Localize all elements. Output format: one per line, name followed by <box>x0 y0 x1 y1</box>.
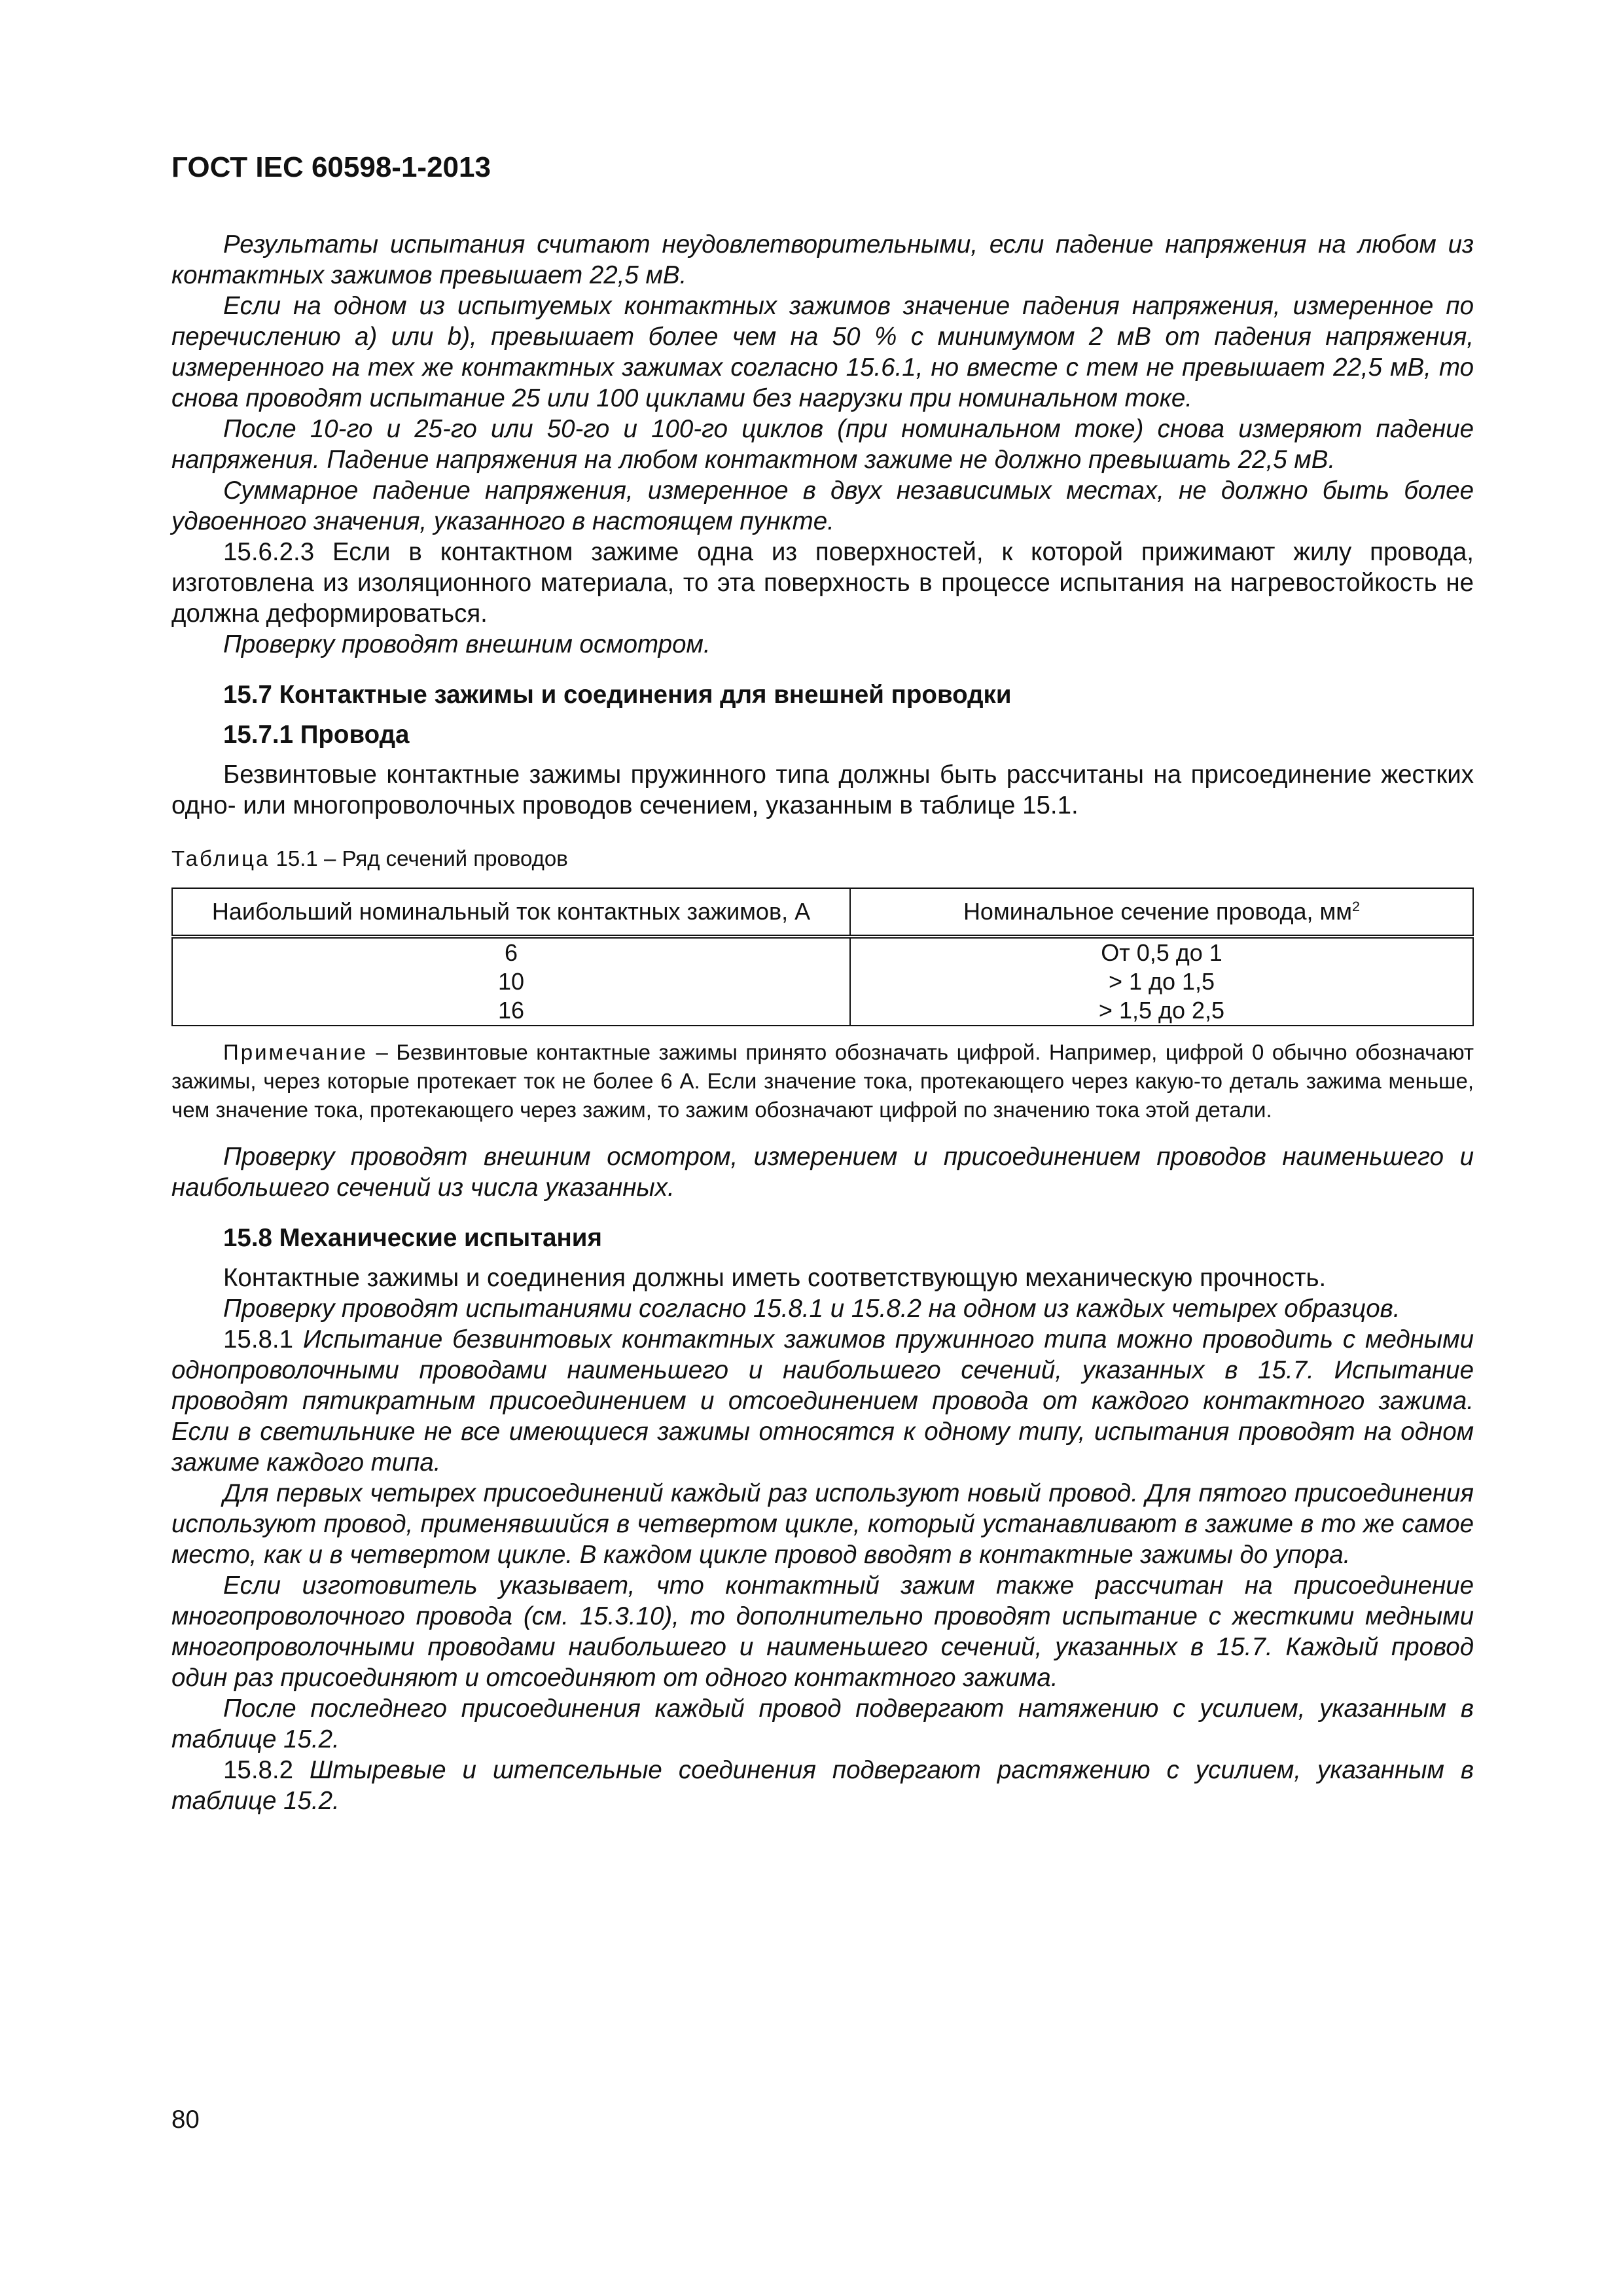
paragraph: Для первых четырех присоединений каждый раз используют новый провод. Для пятого присоединения используют провод, применявшийся в четвертом цикле, который устанавливают в зажиме в то же самое место, как и в четвертом цикле. В каждом цикле провод вводят в контактные зажимы до упора. <box>171 1479 1474 1569</box>
paragraph: Суммарное падение напряжения, измеренное в двух независимых местах, не должно быть более удвоенного значения, указанного в настоящем пункте. <box>171 476 1474 535</box>
paragraph: Безвинтовые контактные зажимы пружинного типа должны быть рассчитаны на присоединение жестких одно- или многопроволочных проводов сечением, указанным в таблице 15.1. <box>171 761 1474 819</box>
column-header-section <box>850 888 1473 937</box>
page-content <box>171 229 1474 1816</box>
clause-text: Штыревые и штепсельные соединения подвергают растяжению с усилием, указанным в таблице 15.2. <box>171 1756 1474 1815</box>
table-caption-label: Таблица <box>171 846 270 870</box>
paragraph: Если на одном из испытуемых контактных зажимов значение падения напряжения, измеренное по перечислению a) или b), превышает более чем на 50 % с минимумом 2 мВ от падения напряжения, измеренного на тех же контактных зажимах согласно 15.6.1, но вместе с тем не превышает 22,5 мВ, то снова проводят испытание 25 или 100 циклами без нагрузки при номинальном токе. <box>171 292 1474 412</box>
clause-number: 15.8.1 <box>223 1325 294 1354</box>
section-heading-15-8: 15.8 Механические испытания <box>223 1224 602 1252</box>
note-text: – Безвинтовые контактные зажимы принято обозначать цифрой. Например, цифрой 0 обычно обозначают зажимы, через которые протекает ток не более 6 А. Если значение тока, протекающего через какую-то деталь зажима меньше, чем значение тока, протекающего через зажим, то зажим обозначают цифрой по значению тока этой детали. <box>171 1040 1474 1122</box>
note-label: Примечание <box>223 1040 368 1064</box>
table-row <box>172 937 1473 967</box>
page-number: 80 <box>171 2106 200 2134</box>
wire-sections-table <box>171 888 1474 1026</box>
paragraph: Проверку проводят испытаниями согласно 15.8.1 и 15.8.2 на одном из каждых четырех образцов. <box>223 1295 1400 1323</box>
paragraph: После 10-го и 25-го или 50-го и 100-го циклов (при номинальном токе) снова измеряют падение напряжения. Падение напряжения на любом контактном зажиме не должно превышать 22,5 мВ. <box>171 415 1474 474</box>
table-cell: 6 <box>172 937 850 967</box>
paragraph-15-8-2 <box>171 1755 1474 1816</box>
table-caption <box>171 844 1474 873</box>
table-cell: 16 <box>172 996 850 1026</box>
table-row <box>172 967 1473 996</box>
paragraph: Проверку проводят внешним осмотром. <box>223 630 711 658</box>
paragraph: Контактные зажимы и соединения должны иметь соответствующую механическую прочность. <box>223 1264 1327 1292</box>
table-header-row <box>172 888 1473 937</box>
table-caption-text: 15.1 – Ряд сечений проводов <box>270 846 568 870</box>
paragraph: Если изготовитель указывает, что контактный зажим также рассчитан на присоединение многопроволочного провода (см. 15.3.10), то дополнительно проводят испытание с жесткими медными многопроволочными проводами наибольшего и наименьшего сечений, указанных в 15.7. Каждый провод один раз присоединяют и отсоединяют от одного контактного зажима. <box>171 1571 1474 1692</box>
table-cell: 10 <box>172 967 850 996</box>
paragraph-15-8-1 <box>171 1324 1474 1478</box>
table-cell: > 1,5 до 2,5 <box>850 996 1473 1026</box>
clause-number: 15.8.2 <box>223 1756 294 1784</box>
paragraph: После последнего присоединения каждый провод подвергают натяжению с усилием, указанным в таблице 15.2. <box>171 1695 1474 1753</box>
section-heading-15-7: 15.7 Контактные зажимы и соединения для внешней проводки <box>223 681 1012 709</box>
table-cell: От 0,5 до 1 <box>850 937 1473 967</box>
standard-header: ГОСТ IEC 60598-1-2013 <box>171 151 491 183</box>
clause-text: Испытание безвинтовых контактных зажимов пружинного типа можно проводить с медными однопроволочными проводами наименьшего и наибольшего сечений, указанных в 15.7. Испытание проводят пятикратным присоединением и отсоединением провода от каждого контактного зажима. Если в светильнике не все имеющиеся зажимы относятся к одному типу, испытания проводят на одном зажиме каждого типа. <box>171 1325 1474 1477</box>
column-header-current: Наибольший номинальный ток контактных зажимов, А <box>172 888 850 937</box>
superscript: 2 <box>1352 898 1361 914</box>
table-cell: > 1 до 1,5 <box>850 967 1473 996</box>
section-heading-15-7-1: 15.7.1 Провода <box>223 721 410 749</box>
paragraph: 15.6.2.3 Если в контактном зажиме одна из поверхностей, к которой прижимают жилу провода, изготовлена из изоляционного материала, то эта поверхность в процессе испытания на нагревостойкость не должна деформироваться. <box>171 538 1474 628</box>
paragraph: Результаты испытания считают неудовлетворительными, если падение напряжения на любом из контактных зажимов превышает 22,5 мВ. <box>171 230 1474 289</box>
column-header-section-text: Номинальное сечение провода, мм <box>963 898 1353 925</box>
paragraph: Проверку проводят внешним осмотром, измерением и присоединением проводов наименьшего и наибольшего сечений из числа указанных. <box>171 1143 1474 1202</box>
table-note <box>171 1038 1474 1124</box>
table-row <box>172 996 1473 1026</box>
